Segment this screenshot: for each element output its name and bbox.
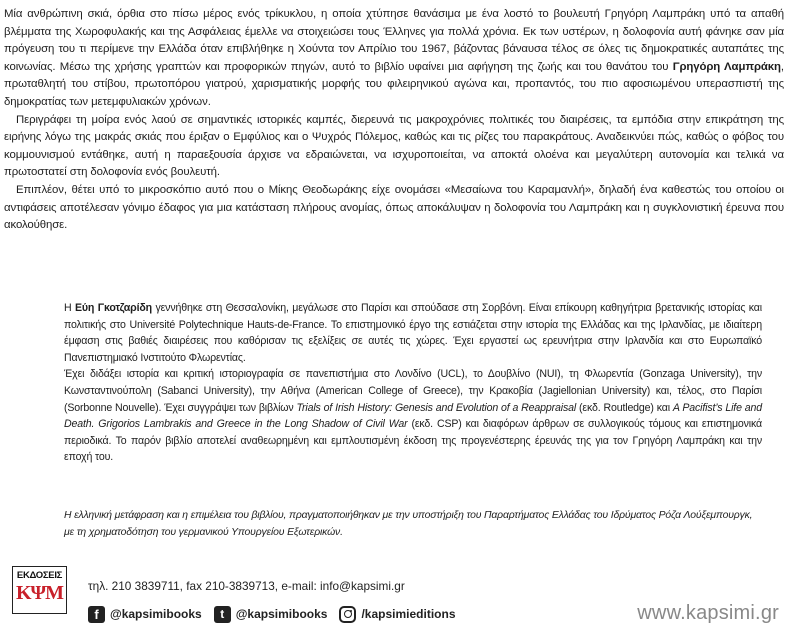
description-paragraph-3: Επιπλέον, θέτει υπό το μικροσκόπιο αυτό που ο Μίκης Θεοδωράκης είχε ονομάσει «Μεσαίωνα του Καραμανλή», δηλαδή ένα καθεστώς του οποίου οι αντιφάσεις αποτέλεσαν γόνιμο έδαφος για μια κατάσταση πλήρους ανομίας, όπως αποκάλυψαν η δολοφονία του Λαμπράκη και η συγκλονιστική έρευνα που ακολούθησε. [4,183,784,232]
translation-credit: Η ελληνική μετάφραση και η επιμέλεια του βιβλίου, πραγματοποιήθηκαν με την υποστήριξη του Παραρτήματος Ελλάδας του Ιδρύματος Ρόζα Λούξεμπουργκ, με τη χρηματοδότηση του γερμανικού Υπουργείου Εξωτερικών. [64,510,753,538]
social-tumblr-label: @kapsimibooks [235,607,328,621]
description-paragraph-2: Περιγράφει τη μοίρα ενός λαού σε σημαντικές ιστορικές καμπές, διερευνά τις μακροχρόνιες πολιτικές του διαιρέσεις, τα εμπόδια στην επικράτηση της ειρήνης λόγω της μακράς σκιάς που έριξαν ο Εμφύλιος και ο Ψυχρός Πόλεμος, καθώς και τις ρίζες του παρακράτους. Αναδεικνύει πώς, καθώς ο φόβος του κομμουνισμού εντάθηκε, αυτή η παραεξουσία άρχισε να εδραιώνεται, να ισχυροποιείται, να αποκτά ολοένα και μεγαλύτερη αυτονομία και τελικά να πρωτοστατεί στη δολοφονία ενός βουλευτή. [4,113,784,179]
social-links [88,604,468,624]
author-bio-paragraph-1: Η Εύη Γκοτζαρίδη γεννήθηκε στη Θεσσαλονίκη, μεγάλωσε στο Παρίσι και σπούδασε στη Σορβόνη. Είναι επίκουρη καθηγήτρια βρετανικής ιστορίας και πολιτικής στο Université Polytechnique Hauts-de-France. Το επιστημονικό έργο της εστιάζεται στην ιστορία της Ελλάδας και της Ιρλανδίας, με ιδιαίτερη έμφαση στις βαθιές διαιρέσεις που καθόρισαν τις εξελίξεις σε αυτές τις χώρες. Έχει εργαστεί ως ερευνήτρια στην Ιρλανδία και στο Ευρωπαϊκό Πανεπιστημιακό Ινστιτούτο Φλωρεντίας. [64,302,762,364]
social-instagram-label: /kapsimieditions [361,607,456,621]
contact-info: τηλ. 210 3839711, fax 210-3839713, e-mail: info@kapsimi.gr [88,579,405,593]
publisher-logo [12,566,67,614]
social-facebook[interactable] [88,606,202,623]
author-bio [64,300,762,466]
author-bio-paragraph-2: Έχει διδάξει ιστορία και κριτική ιστοριογραφία σε πανεπιστήμια στο Λονδίνο (UCL), το Δουβλίνο (NUI), τη Φλωρεντία (Gonzaga University), την Κωνσταντινούπολη (Sabanci University), την Αθήνα (American College of Greece), την Κρακοβία (Jagiellonian University) και, τέλος, στο Παρίσι (Sorbonne Nouvelle). Έχει συγγράψει των βιβλίων Trials of Irish History: Genesis and Evolution of a Reappraisal (εκδ. Routledge) και A Pacifist’s Life and Death. Grigorios Lambrakis and Greece in the Long Shadow of Civil War (εκδ. CSP) και διαφόρων άρθρων σε συλλογικούς τόμους και επιστημονικά περιοδικά. Το παρόν βιβλίο αποτελεί αναθεωρημένη και εμπλουτισμένη έκδοση της προγενέστερης έρευνάς της για τον Γρηγόρη Λαμπράκη και την εποχή του. [64,368,763,464]
tumblr-icon: t [214,606,231,623]
social-instagram[interactable] [339,606,455,623]
publisher-logo-top: ΕΚΔΟΣΕΙΣ [16,570,63,581]
instagram-icon [339,606,356,623]
publisher-logo-mark: ΚΨΜ [15,582,64,604]
description-paragraph-1: Μία ανθρώπινη σκιά, όρθια στο πίσω μέρος ενός τρίκυκλου, η οποία χτύπησε θανάσιμα με ένα λοστό το βουλευτή Γρηγόρη Λαμπράκη υπό τα απαθή βλέμματα της Χωροφυλακής και της Ασφάλειας έμελλε να στοιχειώσει τους Έλληνες για πολλά χρόνια. Εκ των υστέρων, η δολοφονία αυτή φάνηκε σαν μία πρόγευση του τι περίμενε την Ελλάδα όταν επιβλήθηκε η Χούντα τον Απρίλιο του 1967, βάζοντας βάναυσα τέλος σε όλες τις δημοκρατικές αυταπάτες της κοινωνίας. Μέσω της χρήσης γραπτών και προφορικών πηγών, αυτό το βιβλίο υφαίνει μια αφήγηση της ζωής και του θανάτου του Γρηγόρη Λαμπράκη, πρωταθλητή του στίβου, πρωτοπόρου γιατρού, χαρισματικής μορφής του φιλειρηνικού αγώνα και, προπαντός, του πιο αφοσιωμένου υπερασπιστή της δημοκρατίας των μετεμφυλιακών χρόνων. [4,8,784,108]
book-description [4,6,784,235]
facebook-icon: f [88,606,105,623]
website-link[interactable]: www.kapsimi.gr [637,602,779,624]
social-facebook-label: @kapsimibooks [110,607,202,621]
social-tumblr[interactable] [214,606,328,623]
